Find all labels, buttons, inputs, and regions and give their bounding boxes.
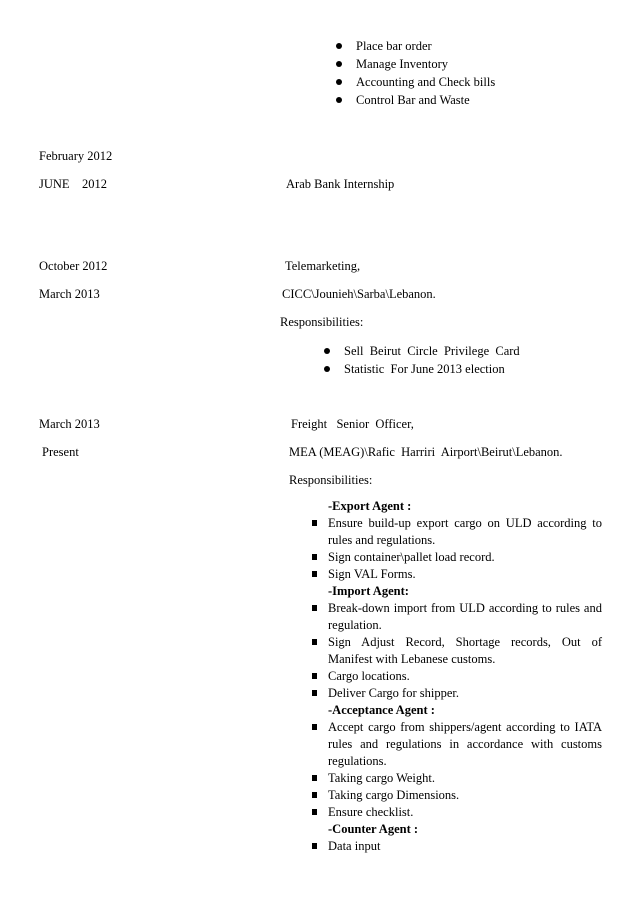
entry2-responsibilities-list — [318, 342, 520, 378]
list-item: Data input — [310, 838, 602, 855]
list-item: Place bar order — [330, 37, 495, 55]
list-item: Cargo locations. — [310, 668, 602, 685]
entry1-date-start: February 2012 — [39, 149, 113, 163]
list-item: Ensure build-up export cargo on ULD according to rules and regulations. — [310, 515, 602, 549]
list-item: Accept cargo from shippers/agent according to IATA rules and regulations in accordance with customs regulations. — [310, 719, 602, 770]
list-item: Control Bar and Waste — [330, 91, 495, 109]
list-item: Sign container\pallet load record. — [310, 549, 602, 566]
acceptance-agent-heading: -Acceptance Agent : — [328, 703, 435, 717]
entry1-date-end: JUNE 2012 — [39, 177, 108, 191]
entry3-date-start: March 2013 — [39, 417, 100, 431]
list-item: Statistic For June 2013 election — [318, 360, 520, 378]
list-item: Taking cargo Weight. — [310, 770, 602, 787]
entry3-location: MEA (MEAG)\Rafic Harriri Airport\Beirut\Lebanon. — [289, 445, 563, 459]
entry2-date-start: October 2012 — [39, 259, 108, 273]
entry3-responsibilities-label: Responsibilities: — [289, 473, 373, 487]
entry3-title: Freight Senior Officer, — [291, 417, 414, 431]
top-duties-list — [330, 37, 495, 109]
list-item: Deliver Cargo for shipper. — [310, 685, 602, 702]
list-item: Break-down import from ULD according to rules and regulation. — [310, 600, 602, 634]
list-item: Manage Inventory — [330, 55, 495, 73]
list-item: Sign VAL Forms. — [310, 566, 602, 583]
import-agent-heading: -Import Agent: — [328, 584, 409, 598]
list-item: Accounting and Check bills — [330, 73, 495, 91]
counter-agent-heading: -Counter Agent : — [328, 822, 419, 836]
entry2-responsibilities-label: Responsibilities: — [280, 315, 364, 329]
entry3-duties — [310, 498, 602, 855]
entry2-location: CICC\Jounieh\Sarba\Lebanon. — [282, 287, 436, 301]
export-agent-heading: -Export Agent : — [328, 499, 412, 513]
list-item: Sell Beirut Circle Privilege Card — [318, 342, 520, 360]
entry2-date-end: March 2013 — [39, 287, 100, 301]
entry1-title: Arab Bank Internship — [286, 177, 395, 191]
entry3-date-end: Present — [42, 445, 79, 459]
list-item: Ensure checklist. — [310, 804, 602, 821]
entry2-title: Telemarketing, — [285, 259, 361, 273]
list-item: Taking cargo Dimensions. — [310, 787, 602, 804]
list-item: Sign Adjust Record, Shortage records, Out of Manifest with Lebanese customs. — [310, 634, 602, 668]
